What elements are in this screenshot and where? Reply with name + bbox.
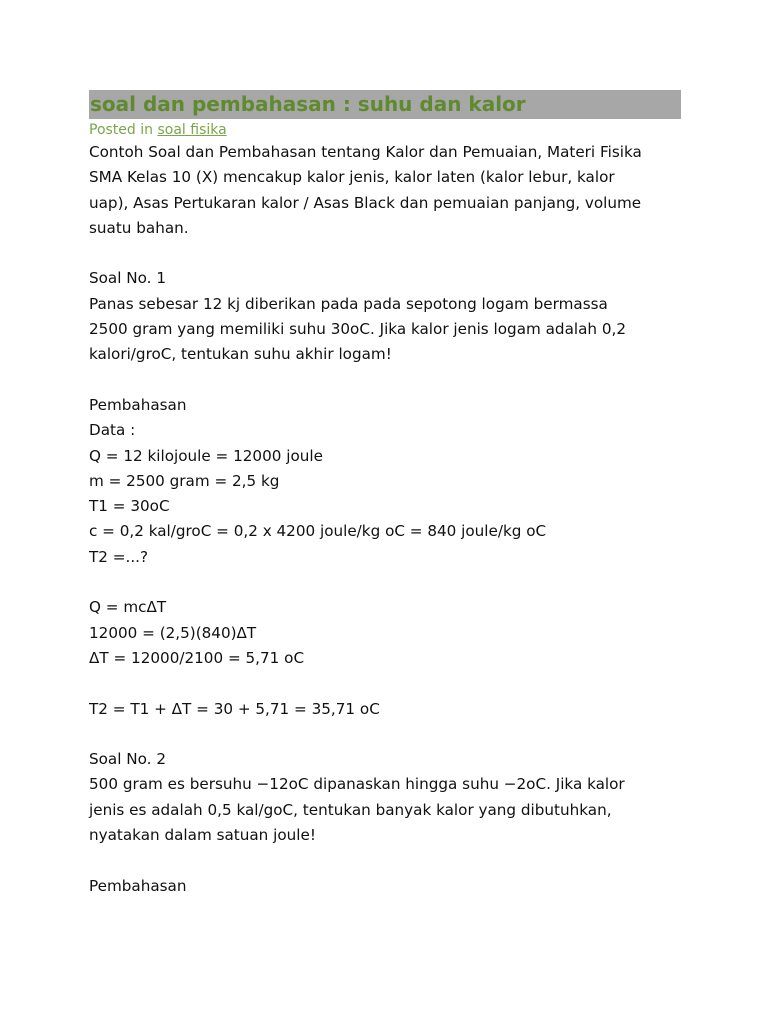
soal-2-question-line: jenis es adalah 0,5 kal/goC, tentukan banyak kalor yang dibutuhkan, <box>89 800 612 819</box>
spacer <box>89 570 681 595</box>
spacer <box>89 848 681 873</box>
soal-1-question-line: kalori/groC, tentukan suhu akhir logam! <box>89 345 392 364</box>
intro-line: uap), Asas Pertukaran kalor / Asas Black dan pemuaian panjang, volume <box>89 193 642 212</box>
soal-2-pembahasan-heading: Pembahasan <box>89 876 187 895</box>
category-link[interactable]: soal fisika <box>157 122 227 138</box>
spacer <box>89 241 681 266</box>
spacer <box>89 368 681 393</box>
post-content <box>89 140 681 899</box>
posted-in-line <box>89 120 681 140</box>
intro-line: suatu bahan. <box>89 218 189 237</box>
document-page <box>89 90 681 899</box>
soal-1-calc-line: ΔT = 12000/2100 = 5,71 oC <box>89 648 305 667</box>
soal-1-question-line: Panas sebesar 12 kj diberikan pada pada sepotong logam bermassa <box>89 294 608 313</box>
soal-1-data-line: c = 0,2 kal/groC = 0,2 x 4200 joule/kg oC = 840 joule/kg oC <box>89 522 547 541</box>
spacer <box>89 722 681 747</box>
soal-1-data-line: Q = 12 kilojoule = 12000 joule <box>89 446 323 465</box>
intro-line: SMA Kelas 10 (X) mencakup kalor jenis, kalor laten (kalor lebur, kalor <box>89 168 615 187</box>
soal-1-calc-line: 12000 = (2,5)(840)ΔT <box>89 623 257 642</box>
intro-line: Contoh Soal dan Pembahasan tentang Kalor dan Pemuaian, Materi Fisika <box>89 143 642 161</box>
soal-1-result: T2 = T1 + ΔT = 30 + 5,71 = 35,71 oC <box>89 699 380 718</box>
soal-1-data-line: m = 2500 gram = 2,5 kg <box>89 471 280 490</box>
soal-2-question-line: nyatakan dalam satuan joule! <box>89 826 316 845</box>
soal-2-heading: Soal No. 2 <box>89 750 166 769</box>
soal-2-question-line: 500 gram es bersuhu −12oC dipanaskan hingga suhu −2oC. Jika kalor <box>89 775 625 794</box>
post-title: soal dan pembahasan : suhu dan kalor <box>89 90 681 119</box>
soal-1-calc-line: Q = mcΔT <box>89 598 167 617</box>
spacer <box>89 671 681 696</box>
soal-1-heading: Soal No. 1 <box>89 269 166 288</box>
soal-1-data-line: T1 = 30oC <box>89 497 170 516</box>
posted-in-label: Posted in <box>89 122 158 138</box>
soal-1-data-label: Data : <box>89 421 136 440</box>
soal-1-data-line: T2 =...? <box>89 547 149 566</box>
soal-1-pembahasan-heading: Pembahasan <box>89 395 187 414</box>
soal-1-question-line: 2500 gram yang memiliki suhu 30oC. Jika kalor jenis logam adalah 0,2 <box>89 320 627 339</box>
